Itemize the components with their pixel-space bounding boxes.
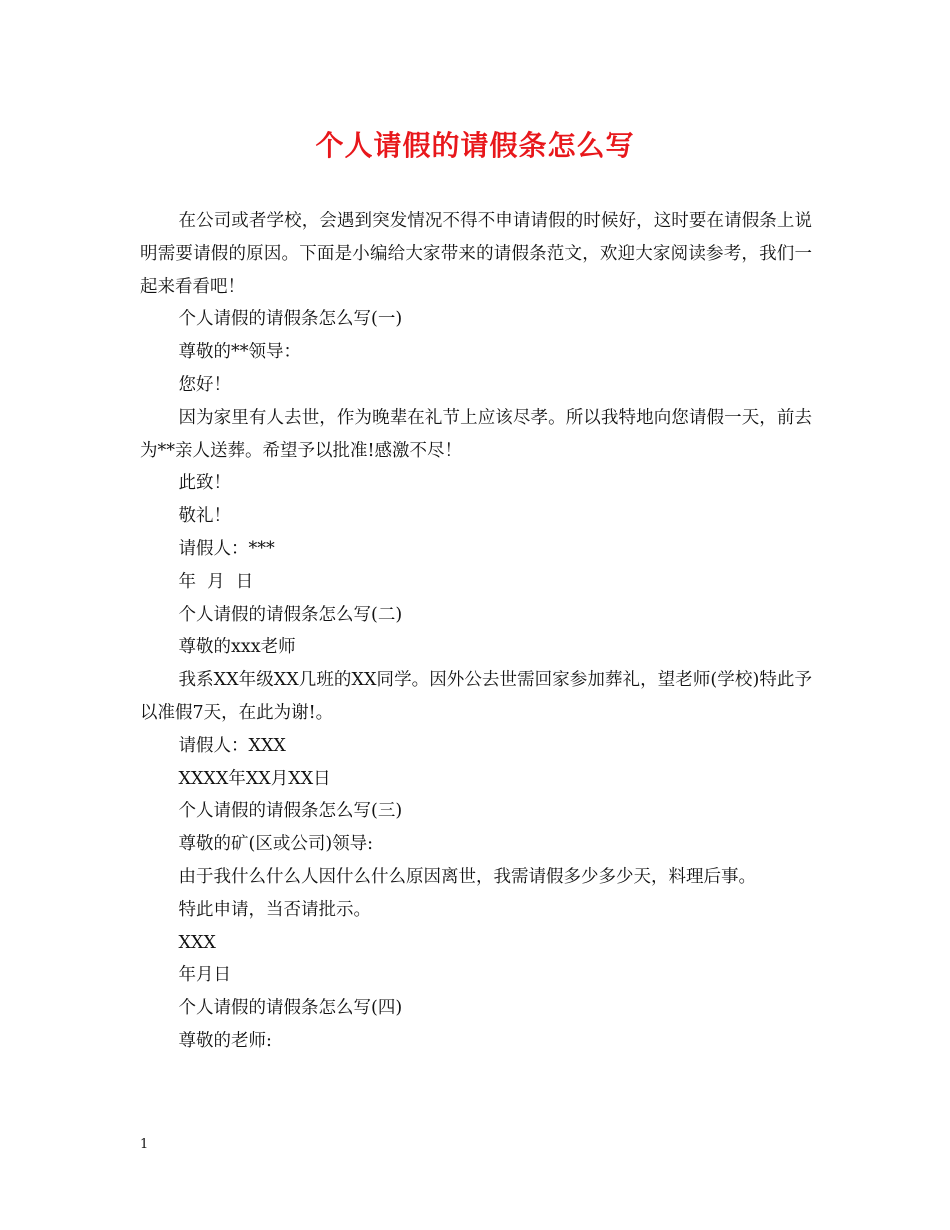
section-heading-1: 个人请假的请假条怎么写(一) <box>178 309 403 330</box>
salutation: 尊敬的老师: <box>178 1030 272 1051</box>
section-heading-3: 个人请假的请假条怎么写(三) <box>178 801 403 822</box>
page-number: 1 <box>140 1137 149 1152</box>
closing-line: 特此申请，当否请批示。 <box>178 899 371 920</box>
document-title: 个人请假的请假条怎么写 <box>315 129 635 162</box>
closing-line: 敬礼！ <box>178 506 231 527</box>
section-heading-2: 个人请假的请假条怎么写(二) <box>178 604 403 625</box>
closing-line: 此致！ <box>178 473 231 494</box>
document-body <box>140 205 812 1058</box>
salutation: 尊敬的**领导： <box>178 342 301 363</box>
body-paragraph: 我系XX年级XX几班的XX同学。因外公去世需回家参加葬礼，望老师(学校)特此予以准假7天，在此为谢!。 <box>140 670 812 723</box>
salutation: 尊敬的矿(区或公司)领导: <box>178 834 374 855</box>
signature-line: 请假人：XXX <box>178 735 286 756</box>
salutation: 尊敬的xxx老师 <box>178 637 296 658</box>
section-heading-4: 个人请假的请假条怎么写(四) <box>178 998 403 1019</box>
body-paragraph: 因为家里有人去世，作为晚辈在礼节上应该尽孝。所以我特地向您请假一天，前去为**亲人送葬。希望予以批准!感激不尽！ <box>140 407 812 461</box>
intro-paragraph: 在公司或者学校，会遇到突发情况不得不申请请假的时候好，这时要在请假条上说明需要请假的原因。下面是小编给大家带来的请假条范文，欢迎大家阅读参考，我们一起来看看吧！ <box>140 211 812 297</box>
signature-line: XXX <box>178 932 216 953</box>
date-line: 年 月 日 <box>178 571 254 592</box>
greeting: 您好！ <box>178 374 231 395</box>
date-line: 年月日 <box>178 965 231 986</box>
body-paragraph: 由于我什么什么人因什么什么原因离世，我需请假多少多少天，料理后事。 <box>178 866 756 887</box>
signature-line: 请假人：*** <box>178 538 275 559</box>
date-line: XXXX年XX月XX日 <box>178 768 331 789</box>
